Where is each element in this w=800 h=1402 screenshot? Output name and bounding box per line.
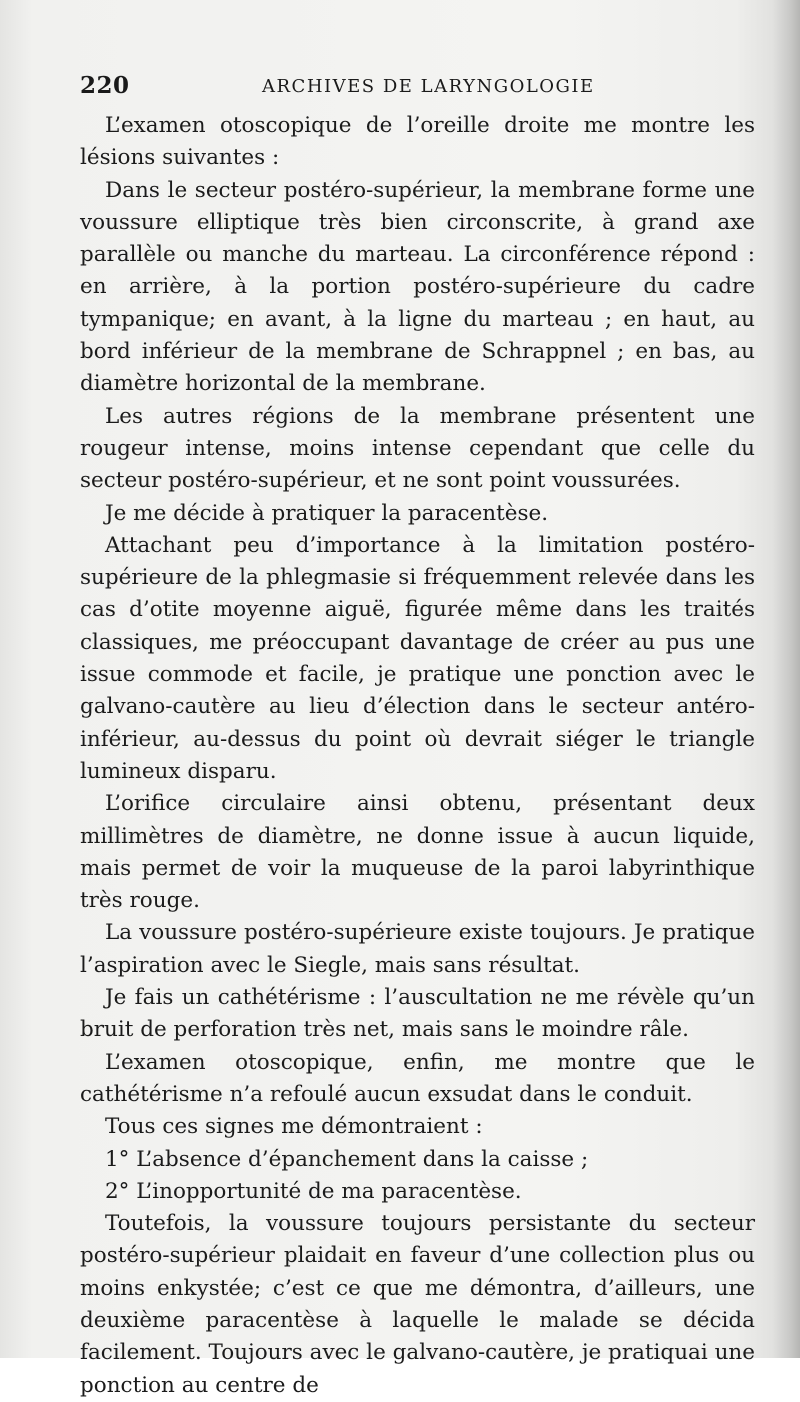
- page-header: [80, 70, 750, 100]
- page-number: 220: [80, 72, 130, 99]
- list-item: 2° L’inopportunité de ma paracentèse.: [105, 1178, 522, 1204]
- paragraph: Tous ces signes me démontraient :: [105, 1114, 483, 1140]
- running-head: ARCHIVES DE LARYNGOLOGIE: [262, 76, 595, 97]
- list-item: 1° L’absence d’épanchement dans la caisse ;: [105, 1146, 589, 1172]
- paragraph: Dans le secteur postéro-supérieur, la membrane forme une voussure elliptique très bien circonscrite, à grand axe parallèle ou manche du marteau. La circonférence répond : en arrière, à la portion postéro-supérieure du cadre tympanique; en avant, à la ligne du marteau ; en haut, au bord inférieur de la membrane de Schrappnel ; en bas, au diamètre horizontal de la membrane.: [80, 177, 755, 397]
- paragraph: L’examen otoscopique, enfin, me montre que le cathétérisme n’a refoulé aucun exsudat dans le conduit.: [80, 1049, 755, 1107]
- paragraph: L’examen otoscopique de l’oreille droite me montre les lésions suivantes :: [80, 113, 755, 171]
- paragraph: La voussure postéro-supérieure existe toujours. Je pratique l’aspiration avec le Siegle, mais sans résultat.: [80, 920, 755, 978]
- body-text: [80, 110, 755, 1398]
- paragraph: Je me décide à pratiquer la paracentèse.: [105, 500, 549, 526]
- paragraph: Attachant peu d’importance à la limitation postéro-supérieure de la phlegmasie si fréquemment relevée dans les cas d’otite moyenne aiguë, figurée même dans les traités classiques, me préoccupant davantage de créer au pus une issue commode et facile, je pratique une ponction avec le galvano-cautère au lieu d’élection dans le secteur antéro-inférieur, au-dessus du point où devrait siéger le triangle lumineux disparu.: [80, 532, 755, 784]
- page-edge-shadow: [772, 0, 800, 1358]
- paragraph: Toutefois, la voussure toujours persistante du secteur postéro-supérieur plaidait en faveur d’une collection plus ou moins enkystée; c’est ce que me démontra, d’ailleurs, une deuxième paracentèse à laquelle le malade se décida facilement. Toujours avec le galvano-cautère, je pratiquai une ponction au centre de: [80, 1211, 755, 1398]
- paragraph: L’orifice circulaire ainsi obtenu, présentant deux millimètres de diamètre, ne donne issue à aucun liquide, mais permet de voir la muqueuse de la paroi labyrinthique très rouge.: [80, 791, 755, 914]
- paragraph: Je fais un cathétérisme : l’auscultation ne me révèle qu’un bruit de perforation très net, mais sans le moindre râle.: [80, 985, 755, 1043]
- paragraph: Les autres régions de la membrane présentent une rougeur intense, moins intense cependant que celle du secteur postéro-supérieur, et ne sont point voussurées.: [80, 403, 755, 494]
